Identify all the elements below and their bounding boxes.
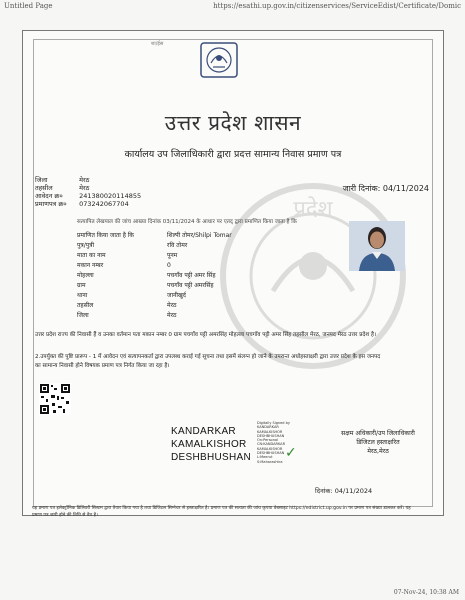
field-house-number: मकान नम्बर 0 (77, 262, 171, 269)
digital-signature-block: Digitally Signed by KANDARKAR KAMALKISHOR DESHBHUSHAN On:Personal CN:KANDARKAR KAMALKISHOR DESHBHUSHAN L:Meerut S:Maharashtra (257, 421, 290, 464)
field-police-station: थाना जानीखुर्द (77, 292, 186, 299)
header-tehsil: तहसील मेरठ (35, 184, 90, 192)
field-tehsil: तहसील मेरठ (77, 302, 177, 309)
field-mother-name: माता का नाम पूनम (77, 252, 178, 259)
issue-date: जारी दिनांक: 04/11/2024 (342, 184, 429, 193)
up-emblem-icon (193, 39, 245, 83)
header-district: जिला मेरठ (35, 176, 90, 184)
qr-code-icon[interactable] (39, 383, 71, 415)
browser-timestamp: 07-Nov-24, 10:38 AM (393, 589, 459, 596)
sdm-designation: सक्षम अधिकारी/उप जिलाधिकारी डिजिटल हस्ताक्षरित मेरठ,मेरठ (341, 430, 415, 455)
field-parent-name: पुत्र/पुत्री रवि तोमर (77, 242, 188, 249)
confirmation-paragraph: 2.उपर्युक्त की पुष्टि प्रारूप - 1 में आवेदन एवं सत्यापनकर्ता द्वारा उपलब्ध कराई गई सूचना तथा इसमें संलग्न हो जाने के उपरान्त अधोहस्ताक्षरी द्वारा उत्तर प्रदेश के इस जनपद का सामान्य निवासी होने विषयक प्रमाण पत्र निर्गत किया जा रहा है। (35, 354, 381, 369)
signer-name: KANDARKAR KAMALKISHOR DESHBHUSHAN (171, 426, 251, 463)
certificate (22, 30, 444, 516)
browser-page-title: Untitled Page (4, 2, 53, 10)
residence-paragraph: उत्तर प्रदेश राज्य की निवासी हैं व उनका वर्तमान पता मकान नम्बर 0 ग्राम पचगाँव पट्टी अमरसिंह मोहल्ला पचगाँव पट्टी अमर सिंह तहसील मेरठ, जनपद मेरठ उत्तर प्रदेश है। (35, 332, 377, 338)
government-title: उत्तर प्रदेश शासन (164, 111, 302, 135)
verification-text: सत्यापित लेखपाल की जांच आख्या दिनांक 03/11/2024 के आधार पर एतद् द्वारा प्रमाणित किया जाता है कि (77, 219, 297, 225)
footer-note: यह प्रमाण पत्र इलेक्ट्रॉनिक डिलिवरी सिस्टम द्वारा तैयार किया गया है तथा डिजिटल सिग्नेचर से हस्ताक्षरित है। प्रमाण पत्र की सत्यता की जांच कृपया वेबसाइट https://edistrict.up.gov.in पर प्रमाण पत्र संख्या डालकर करें। यह प्रमाण पत्र जारी होने की तिथि से वैध है। (32, 506, 411, 518)
field-village: ग्राम पचगाँव पट्टी अमरसिंह (77, 282, 214, 289)
emblem-note: शा/ईस (151, 41, 164, 47)
certificate-title: कार्यालय उप जिलाधिकारी द्वारा प्रदत्त सामान्य निवास प्रमाण पत्र (124, 149, 342, 160)
signature-valid-check-icon: ✓ (285, 445, 297, 461)
svg-text:प्रदेश: प्रदेश (293, 197, 333, 222)
applicant-photo (349, 221, 405, 271)
browser-url: https://esathi.up.gov.in/citizenservices/ServiceEdist/Certificate/Domic (213, 2, 461, 10)
emblem-watermark-icon (213, 176, 413, 376)
signature-date: दिनांक: 04/11/2024 (315, 487, 373, 495)
field-district: जिला मेरठ (77, 312, 177, 319)
header-application-number: आवेदन क्र० 241380020114855 (35, 192, 142, 200)
header-certificate-number: प्रमाणपत्र क्र० 073242067704 (35, 200, 129, 208)
field-locality: मोहल्ला पचगाँव पट्टी अमर सिंह (77, 272, 216, 279)
field-certified-name: प्रमाणित किया जाता है कि शिल्पी तोमर/Shilpi Tomar (77, 232, 232, 239)
